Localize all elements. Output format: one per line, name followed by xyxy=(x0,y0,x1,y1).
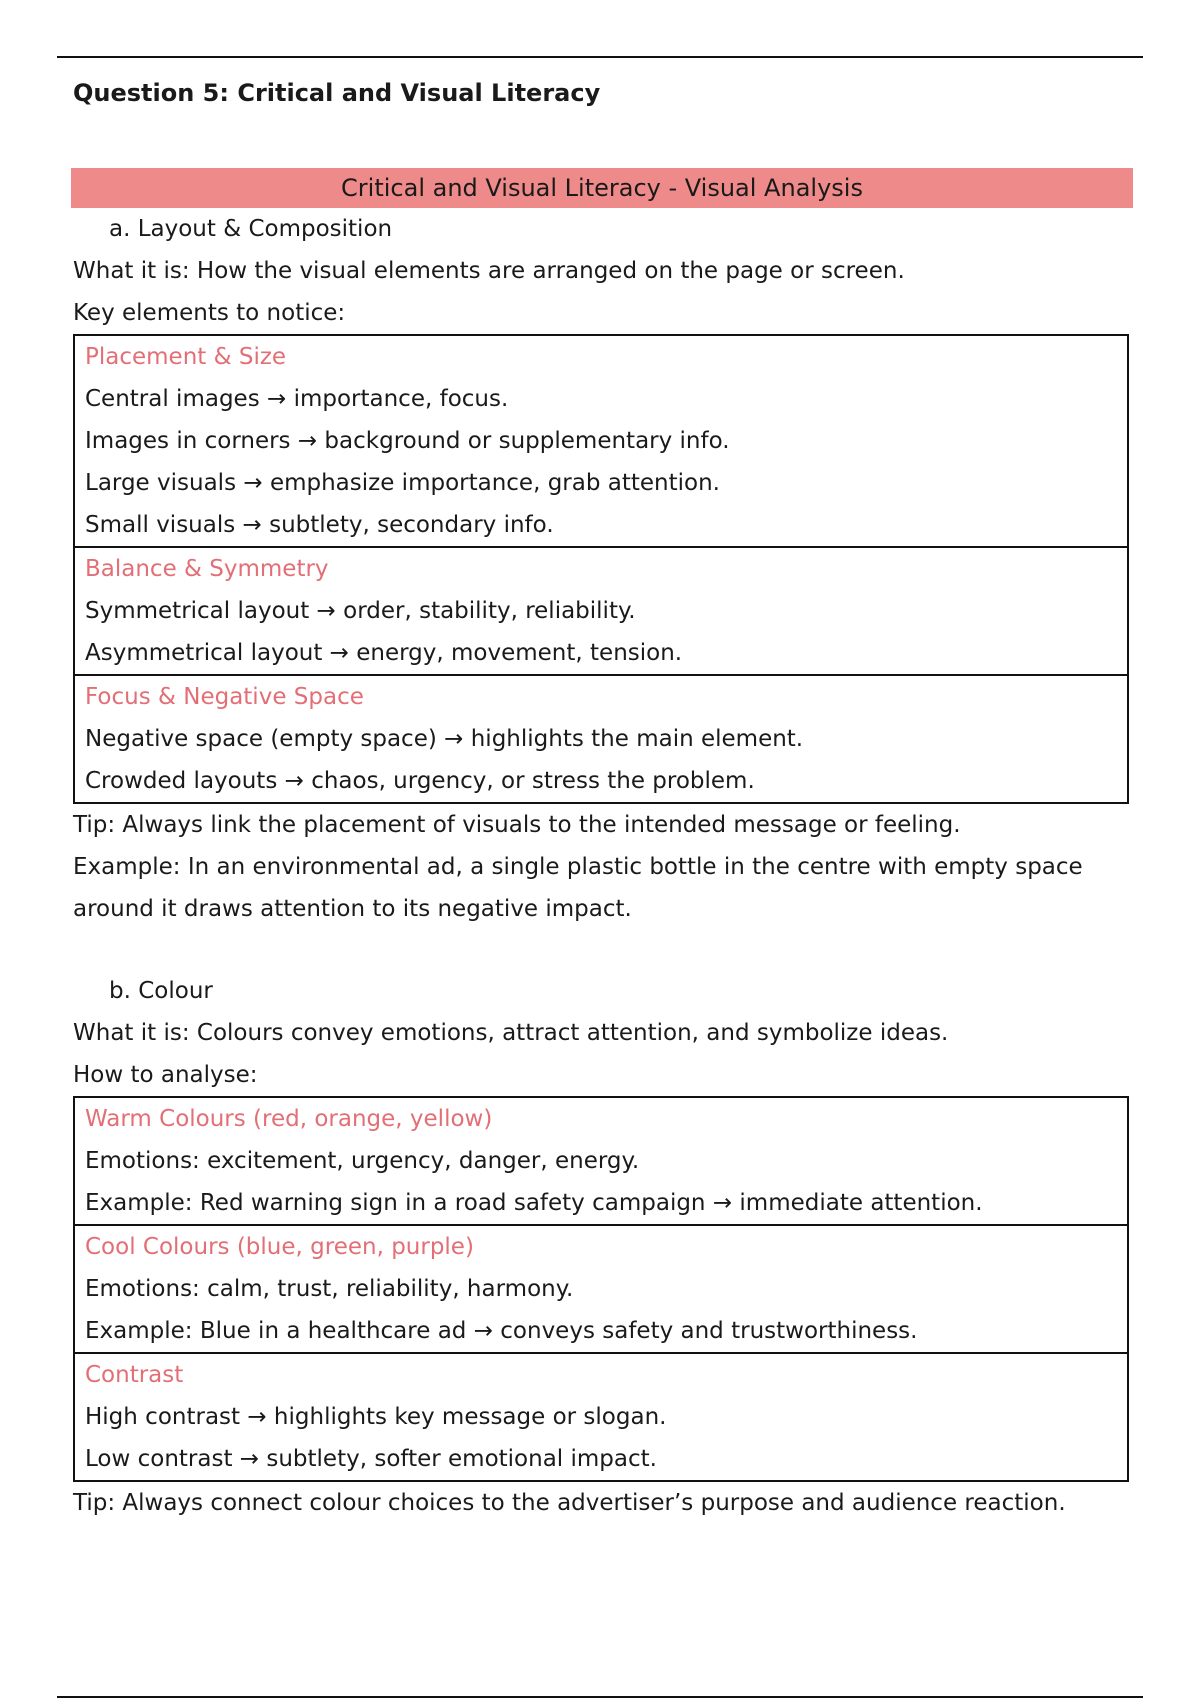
section-a-heading: a. Layout & Composition xyxy=(109,216,393,242)
group-item: Emotions: calm, trust, reliability, harmony. xyxy=(85,1276,574,1302)
section-a-table xyxy=(73,334,1129,804)
section-b-definition: What it is: Colours convey emotions, attract attention, and symbolize ideas. xyxy=(73,1020,949,1046)
document-page xyxy=(73,70,1131,1524)
group-item: Symmetrical layout → order, stability, reliability. xyxy=(85,598,636,624)
group-warm-colours xyxy=(75,1098,1127,1224)
group-cool-colours xyxy=(75,1224,1127,1352)
section-a-tip: Tip: Always link the placement of visuals to the intended message or feeling. xyxy=(73,812,961,838)
group-title: Contrast xyxy=(85,1362,184,1388)
section-banner: Critical and Visual Literacy - Visual Analysis xyxy=(71,168,1133,208)
section-a-example: Example: In an environmental ad, a single plastic bottle in the centre with empty space around it draws attention to its negative impact. xyxy=(73,854,1083,922)
group-balance-symmetry xyxy=(75,546,1127,674)
section-a-definition: What it is: How the visual elements are arranged on the page or screen. xyxy=(73,258,905,284)
group-item: Negative space (empty space) → highlights the main element. xyxy=(85,726,804,752)
group-contrast xyxy=(75,1352,1127,1480)
group-item: Small visuals → subtlety, secondary info. xyxy=(85,512,554,538)
question-title: Question 5: Critical and Visual Literacy xyxy=(73,79,601,107)
group-title: Warm Colours (red, orange, yellow) xyxy=(85,1106,493,1132)
group-item: Central images → importance, focus. xyxy=(85,386,509,412)
group-title: Placement & Size xyxy=(85,344,287,370)
spacer xyxy=(73,930,1131,970)
group-focus-negative-space xyxy=(75,674,1127,802)
group-item: Example: Red warning sign in a road safety campaign → immediate attention. xyxy=(85,1190,983,1216)
top-rule xyxy=(57,56,1143,58)
section-a-lead: Key elements to notice: xyxy=(73,300,346,326)
section-b-lead: How to analyse: xyxy=(73,1062,258,1088)
group-title: Focus & Negative Space xyxy=(85,684,364,710)
section-b-table xyxy=(73,1096,1129,1482)
group-item: Crowded layouts → chaos, urgency, or stress the problem. xyxy=(85,768,755,794)
group-item: Large visuals → emphasize importance, grab attention. xyxy=(85,470,720,496)
group-item: Emotions: excitement, urgency, danger, energy. xyxy=(85,1148,640,1174)
group-item: Asymmetrical layout → energy, movement, tension. xyxy=(85,640,683,666)
bottom-rule xyxy=(57,1696,1143,1698)
group-placement-size xyxy=(75,336,1127,546)
section-b-heading: b. Colour xyxy=(109,978,213,1004)
group-item: Low contrast → subtlety, softer emotional impact. xyxy=(85,1446,657,1472)
group-title: Balance & Symmetry xyxy=(85,556,329,582)
group-title: Cool Colours (blue, green, purple) xyxy=(85,1234,474,1260)
group-item: High contrast → highlights key message or slogan. xyxy=(85,1404,667,1430)
group-item: Example: Blue in a healthcare ad → conveys safety and trustworthiness. xyxy=(85,1318,918,1344)
section-b-tip: Tip: Always connect colour choices to the advertiser’s purpose and audience reaction. xyxy=(73,1490,1066,1516)
group-item: Images in corners → background or supplementary info. xyxy=(85,428,730,454)
